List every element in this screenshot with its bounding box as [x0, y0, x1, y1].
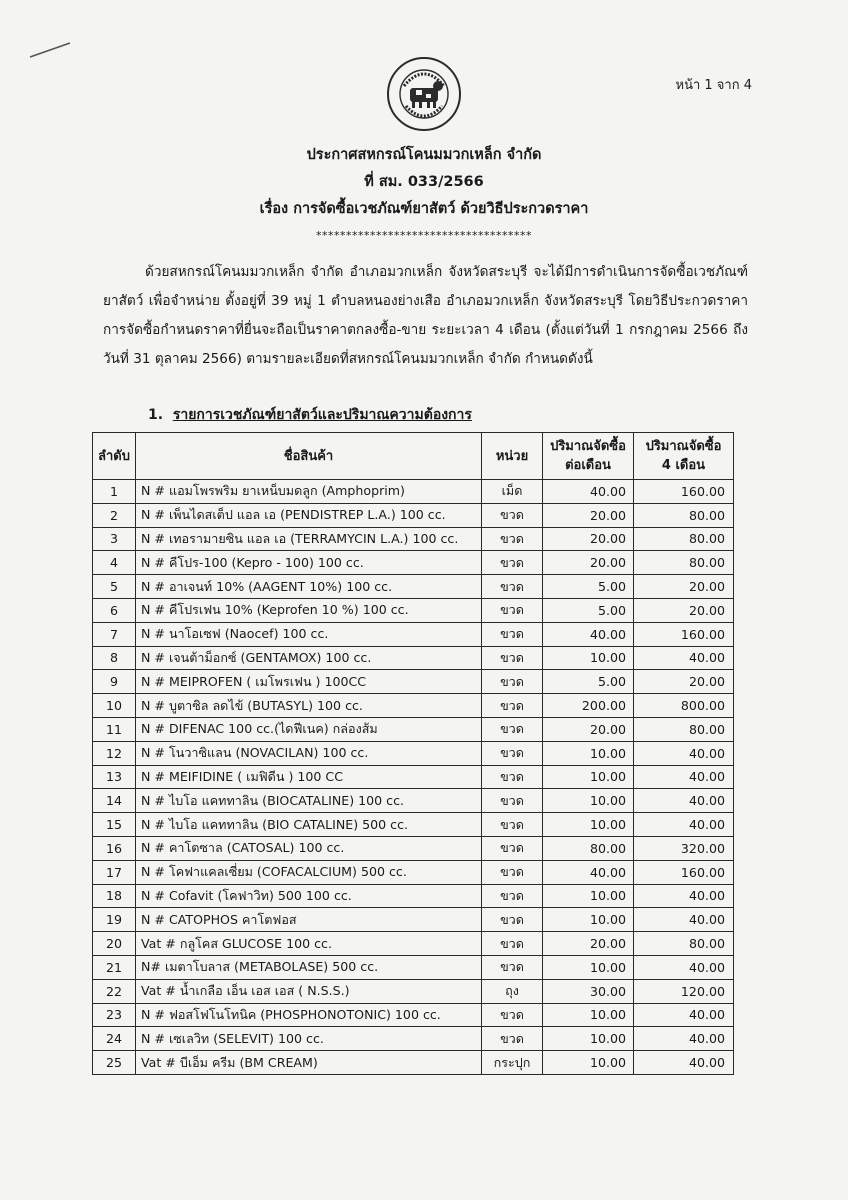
row-name: N# เมตาโบลาส (METABOLASE) 500 cc.: [135, 955, 481, 979]
row-unit: ขวด: [482, 860, 543, 884]
announcement-header: [0, 142, 848, 223]
row-monthly: 10.00: [543, 884, 634, 908]
table-row: [93, 1027, 734, 1051]
table-row: [93, 551, 734, 575]
table-row: [93, 1003, 734, 1027]
row-monthly: 30.00: [543, 979, 634, 1003]
row-idx: 20: [93, 932, 136, 956]
row-monthly: 10.00: [543, 908, 634, 932]
row-unit: ขวด: [482, 694, 543, 718]
row-unit: ขวด: [482, 646, 543, 670]
row-monthly: 20.00: [543, 527, 634, 551]
body-text: ด้วยสหกรณ์โคนมมวกเหล็ก จำกัด อำเภอมวกเหล็ก จังหวัดสระบุรี จะได้มีการดำเนินการจัดซื้อเวชภัณฑ์ยาสัตว์ เพื่อจำหน่าย ตั้งอยู่ที่ 39 หมู่ 1 ตำบลหนองย่างเสือ อำเภอมวกเหล็ก จังหวัดสระบุรี โดยวิธีประกวดราคา การจัดซื้อกำหนดราคาที่ยื่นจะถือเป็นราคาตกลงซื้อ-ขาย ระยะเวลา 4 เดือน (ตั้งแต่วันที่ 1 กรกฎาคม 2566 ถึง วันที่ 31 ตุลาคม 2566) ตามรายละเอียดที่สหกรณ์โคนมมวกเหล็ก จำกัด กำหนดดังนี้: [103, 264, 748, 367]
row-total: 80.00: [634, 551, 734, 575]
row-total: 160.00: [634, 480, 734, 504]
row-unit: ขวด: [482, 622, 543, 646]
table-row: [93, 1051, 734, 1075]
row-total: 80.00: [634, 527, 734, 551]
row-unit: ขวด: [482, 908, 543, 932]
row-monthly: 200.00: [543, 694, 634, 718]
row-total: 80.00: [634, 503, 734, 527]
row-name: N # เซเลวิท (SELEVIT) 100 cc.: [135, 1027, 481, 1051]
row-name: N # คีโปร-100 (Kepro - 100) 100 cc.: [135, 551, 481, 575]
row-name: N # เจนต้าม็อกซ์ (GENTAMOX) 100 cc.: [135, 646, 481, 670]
row-monthly: 5.00: [543, 598, 634, 622]
table-row: [93, 646, 734, 670]
row-monthly: 5.00: [543, 575, 634, 599]
table-header-row: [93, 433, 734, 480]
row-monthly: 10.00: [543, 813, 634, 837]
row-total: 80.00: [634, 717, 734, 741]
row-total: 800.00: [634, 694, 734, 718]
row-unit: ขวด: [482, 741, 543, 765]
row-name: Vat # บีเอ็ม ครีม (BM CREAM): [135, 1051, 481, 1075]
row-unit: ขวด: [482, 527, 543, 551]
col-total-line2: 4 เดือน: [661, 458, 706, 473]
row-idx: 14: [93, 789, 136, 813]
body-paragraph: [103, 258, 748, 374]
table-row: [93, 955, 734, 979]
row-name: N # เพ็นไดสเต็ป แอล เอ (PENDISTREP L.A.) 100 cc.: [135, 503, 481, 527]
star-divider: ************************************: [316, 229, 532, 242]
row-name: N # คีโปรเฟน 10% (Keprofen 10 %) 100 cc.: [135, 598, 481, 622]
row-idx: 15: [93, 813, 136, 837]
col-monthly-line2: ต่อเดือน: [565, 458, 611, 473]
table-row: [93, 860, 734, 884]
row-monthly: 20.00: [543, 932, 634, 956]
row-idx: 23: [93, 1003, 136, 1027]
row-name: N # คาโตซาล (CATOSAL) 100 cc.: [135, 836, 481, 860]
row-monthly: 40.00: [543, 622, 634, 646]
row-total: 40.00: [634, 1027, 734, 1051]
row-total: 20.00: [634, 598, 734, 622]
row-idx: 12: [93, 741, 136, 765]
cooperative-seal-icon: [386, 56, 462, 132]
row-monthly: 20.00: [543, 717, 634, 741]
row-monthly: 80.00: [543, 836, 634, 860]
row-unit: ขวด: [482, 789, 543, 813]
row-total: 40.00: [634, 1003, 734, 1027]
table-row: [93, 884, 734, 908]
row-idx: 25: [93, 1051, 136, 1075]
row-monthly: 10.00: [543, 789, 634, 813]
row-name: N # โคฟาแคลเซี่ยม (COFACALCIUM) 500 cc.: [135, 860, 481, 884]
row-monthly: 20.00: [543, 503, 634, 527]
row-total: 20.00: [634, 670, 734, 694]
row-idx: 3: [93, 527, 136, 551]
row-name: N # ฟอสโฟโนโทนิค (PHOSPHONOTONIC) 100 cc.: [135, 1003, 481, 1027]
row-idx: 17: [93, 860, 136, 884]
row-total: 40.00: [634, 908, 734, 932]
row-unit: เม็ด: [482, 480, 543, 504]
row-unit: ขวด: [482, 813, 543, 837]
row-name: N # อาเจนท์ 10% (AAGENT 10%) 100 cc.: [135, 575, 481, 599]
row-idx: 2: [93, 503, 136, 527]
row-monthly: 5.00: [543, 670, 634, 694]
row-monthly: 10.00: [543, 741, 634, 765]
row-total: 40.00: [634, 646, 734, 670]
col-idx-header: ลำดับ: [93, 433, 136, 480]
table-row: [93, 480, 734, 504]
row-total: 20.00: [634, 575, 734, 599]
row-total: 160.00: [634, 622, 734, 646]
row-unit: ขวด: [482, 670, 543, 694]
announcement-subject: เรื่อง การจัดซื้อเวชภัณฑ์ยาสัตว์ ด้วยวิธีประกวดราคา: [259, 201, 589, 217]
table-row: [93, 765, 734, 789]
row-idx: 18: [93, 884, 136, 908]
row-unit: ขวด: [482, 503, 543, 527]
table-row: [93, 694, 734, 718]
row-idx: 4: [93, 551, 136, 575]
row-monthly: 40.00: [543, 480, 634, 504]
row-total: 40.00: [634, 955, 734, 979]
col-name-header: ชื่อสินค้า: [135, 433, 481, 480]
section-number: 1.: [148, 407, 164, 423]
row-monthly: 10.00: [543, 1003, 634, 1027]
row-name: N # แอมโพรพริม ยาเหน็บมดลูก (Amphoprim): [135, 480, 481, 504]
page-number: หน้า 1 จาก 4: [675, 78, 752, 93]
row-monthly: 10.00: [543, 1027, 634, 1051]
row-monthly: 10.00: [543, 1051, 634, 1075]
row-idx: 19: [93, 908, 136, 932]
col-monthly-header: [543, 433, 634, 480]
row-monthly: 20.00: [543, 551, 634, 575]
table-row: [93, 598, 734, 622]
announcement-number: ที่ สม. 033/2566: [364, 174, 484, 190]
row-unit: ขวด: [482, 884, 543, 908]
table-row: [93, 836, 734, 860]
row-name: N # MEIPROFEN ( เมโพรเฟน ) 100CC: [135, 670, 481, 694]
table-row: [93, 622, 734, 646]
row-idx: 22: [93, 979, 136, 1003]
row-unit: ขวด: [482, 575, 543, 599]
row-idx: 24: [93, 1027, 136, 1051]
section-title: รายการเวชภัณฑ์ยาสัตว์และปริมาณความต้องการ: [172, 407, 472, 423]
row-idx: 8: [93, 646, 136, 670]
row-idx: 13: [93, 765, 136, 789]
row-idx: 16: [93, 836, 136, 860]
table-row: [93, 717, 734, 741]
row-total: 320.00: [634, 836, 734, 860]
row-unit: ขวด: [482, 551, 543, 575]
table-row: [93, 670, 734, 694]
row-name: N # นาโอเซฟ (Naocef) 100 cc.: [135, 622, 481, 646]
row-unit: ขวด: [482, 932, 543, 956]
row-unit: ขวด: [482, 955, 543, 979]
row-name: N # DIFENAC 100 cc.(ไดฟีเนค) กล่องส้ม: [135, 717, 481, 741]
table-row: [93, 741, 734, 765]
row-unit: กระปุก: [482, 1051, 543, 1075]
table-row: [93, 527, 734, 551]
row-idx: 10: [93, 694, 136, 718]
row-name: N # โนวาซิแลน (NOVACILAN) 100 cc.: [135, 741, 481, 765]
row-monthly: 10.00: [543, 646, 634, 670]
row-idx: 6: [93, 598, 136, 622]
table-row: [93, 575, 734, 599]
row-total: 40.00: [634, 813, 734, 837]
row-total: 40.00: [634, 1051, 734, 1075]
row-unit: ขวด: [482, 1027, 543, 1051]
row-name: N # MEIFIDINE ( เมฟิดีน ) 100 CC: [135, 765, 481, 789]
row-name: N # ไบโอ แคททาลิน (BIO CATALINE) 500 cc.: [135, 813, 481, 837]
row-total: 40.00: [634, 741, 734, 765]
table-row: [93, 503, 734, 527]
row-monthly: 10.00: [543, 765, 634, 789]
row-name: N # CATOPHOS คาโตฟอส: [135, 908, 481, 932]
row-name: Vat # น้ำเกลือ เอ็น เอส เอส ( N.S.S.): [135, 979, 481, 1003]
row-idx: 1: [93, 480, 136, 504]
col-monthly-line1: ปริมาณจัดซื้อ: [550, 439, 626, 454]
row-unit: ขวด: [482, 598, 543, 622]
pen-stroke-mark: [28, 40, 72, 60]
row-name: N # เทอรามายซิน แอล เอ (TERRAMYCIN L.A.) 100 cc.: [135, 527, 481, 551]
row-idx: 11: [93, 717, 136, 741]
row-name: Vat # กลูโคส GLUCOSE 100 cc.: [135, 932, 481, 956]
announcement-org: ประกาศสหกรณ์โคนมมวกเหล็ก จำกัด: [306, 147, 542, 163]
row-total: 40.00: [634, 765, 734, 789]
items-table: [92, 432, 734, 1075]
row-total: 40.00: [634, 884, 734, 908]
col-total-header: [634, 433, 734, 480]
row-total: 80.00: [634, 932, 734, 956]
table-row: [93, 813, 734, 837]
row-total: 120.00: [634, 979, 734, 1003]
col-total-line1: ปริมาณจัดซื้อ: [645, 439, 722, 454]
table-row: [93, 932, 734, 956]
row-name: N # บูตาซิล ลดไข้ (BUTASYL) 100 cc.: [135, 694, 481, 718]
row-idx: 5: [93, 575, 136, 599]
row-total: 40.00: [634, 789, 734, 813]
row-unit: ขวด: [482, 1003, 543, 1027]
row-idx: 9: [93, 670, 136, 694]
row-unit: ขวด: [482, 765, 543, 789]
row-total: 160.00: [634, 860, 734, 884]
col-unit-header: หน่วย: [482, 433, 543, 480]
row-name: N # ไบโอ แคททาลิน (BIOCATALINE) 100 cc.: [135, 789, 481, 813]
row-monthly: 40.00: [543, 860, 634, 884]
table-row: [93, 789, 734, 813]
row-unit: ขวด: [482, 836, 543, 860]
row-name: N # Cofavit (โคฟาวิท) 500 100 cc.: [135, 884, 481, 908]
row-idx: 7: [93, 622, 136, 646]
row-unit: ขวด: [482, 717, 543, 741]
row-idx: 21: [93, 955, 136, 979]
table-row: [93, 908, 734, 932]
row-unit: ถุง: [482, 979, 543, 1003]
table-row: [93, 979, 734, 1003]
section-heading: [148, 404, 472, 426]
row-monthly: 10.00: [543, 955, 634, 979]
